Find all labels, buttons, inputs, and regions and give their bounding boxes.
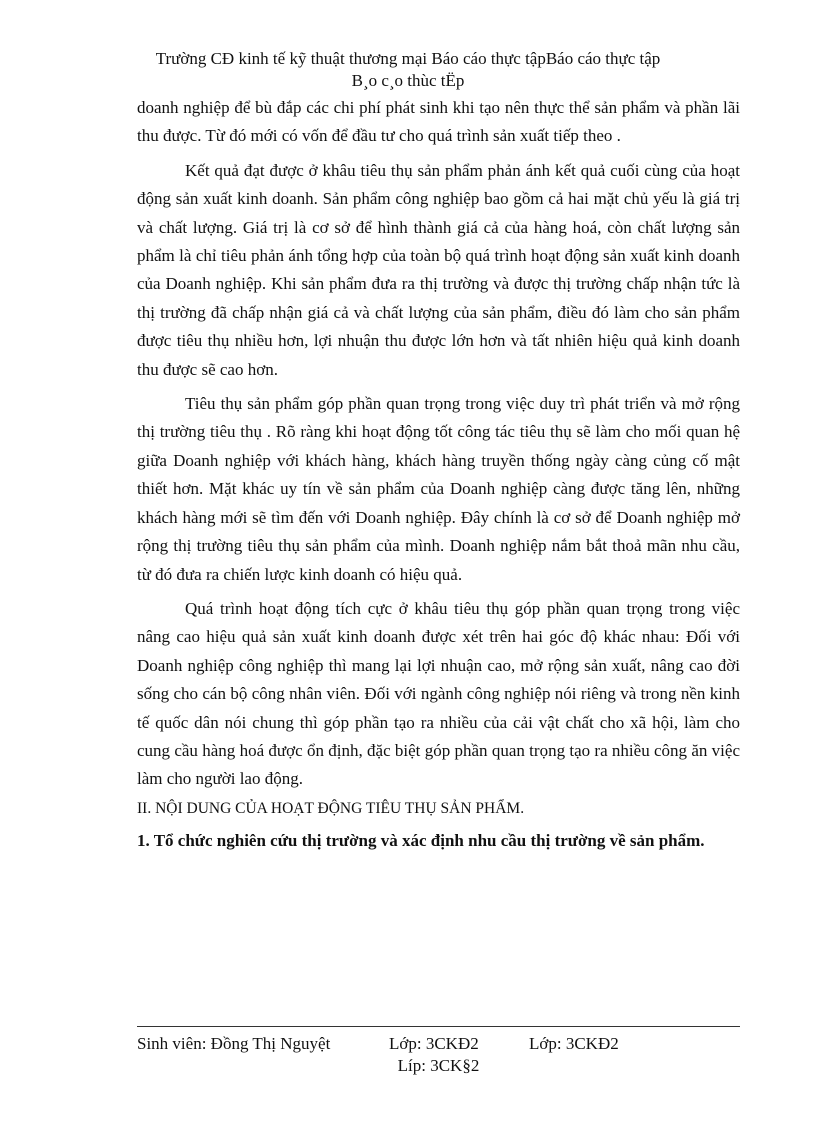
header-line-1: Trường CĐ kinh tế kỹ thuật thương mại Báo cáo thực tậpBáo cáo thực tập (155, 49, 661, 68)
page-footer (137, 1026, 740, 1077)
paragraph-1: Kết quả đạt được ở khâu tiêu thụ sản phẩm phản ánh kết quả cuối cùng của hoạt động sản xuất kinh doanh. Sản phẩm công nghiệp bao gồm cả hai mặt chủ yếu là giá trị và chất lượng. Giá trị là cơ sở để hình thành giá cả của hàng hoá, còn chất lượng sản phẩm là chỉ tiêu phản ánh tổng hợp của toàn bộ quá trình hoạt động sản xuất kinh doanh của Doanh nghiệp. Khi sản phẩm đưa ra thị trường và được thị trường chấp nhận tức là thị trường đã chấp nhận giá cả và chất lượng của sản phẩm, điều đó làm cho sản phẩm được tiêu thụ nhiều hơn, lợi nhuận thu được lớn hơn và tất nhiên hiệu quả kinh doanh thu được sẽ cao hơn. (137, 160, 740, 379)
paragraph-continued: doanh nghiệp để bù đắp các chi phí phát sinh khi tạo nên thực thể sản phẩm và phần lãi thu được. Từ đó mới có vốn để đầu tư cho quá trình sản xuất tiếp theo . (137, 98, 740, 146)
footer-class-3: Líp: 3CK§2 (397, 1056, 480, 1075)
paragraph-3: Quá trình hoạt động tích cực ở khâu tiêu thụ góp phần quan trọng trong việc nâng cao hiệu quả sản xuất kinh doanh được xét trên hai góc độ khác nhau: Đối với Doanh nghiệp công nghiệp thì mang lại lợi nhuận cao, mở rộng sản xuất, nâng cao đời sống cho cán bộ công nhân viên. Đối với ngành công nghiệp nói riêng và trong nền kinh tế quốc dân nói chung thì góp phần tạo ra nhiều của cải vật chất cho xã hội, làm cho cung cầu hàng hoá được ổn định, đặc biệt góp phần quan trọng tạo ra nhiều công ăn việc làm cho người lao động. (137, 598, 740, 789)
footer-class-2: Lớp: 3CKĐ2 (529, 1034, 619, 1053)
footer-class-1: Lớp: 3CKĐ2 (389, 1034, 479, 1053)
footer-student: Sinh viên: Đồng Thị Nguyệt (137, 1034, 331, 1053)
footer-divider (137, 1026, 740, 1027)
section-heading: II. NỘI DUNG CỦA HOẠT ĐỘNG TIÊU THỤ SẢN PHẨM. (137, 799, 525, 817)
page-header (0, 48, 816, 92)
header-line-2: B¸o c¸o thùc tËp (351, 71, 465, 90)
document-body (137, 94, 740, 856)
footer-row (137, 1033, 740, 1055)
paragraph-2: Tiêu thụ sản phẩm góp phần quan trọng trong việc duy trì phát triển và mở rộng thị trường tiêu thụ . Rõ ràng khi hoạt động tốt công tác tiêu thụ sẽ làm cho mối quan hệ giữa Doanh nghiệp với khách hàng, khách hàng truyền thống ngày càng củng cố mật thiết hơn. Mặt khác uy tín về sản phẩm của Doanh nghiệp càng được tăng lên, những khách hàng mới sẽ tìm đến với Doanh nghiệp. Đây chính là cơ sở để Doanh nghiệp mở rộng thị trường tiêu thụ sản phẩm của mình. Doanh nghiệp nắm bắt thoả mãn nhu cầu, từ đó đưa ra chiến lược kinh doanh có hiệu quả. (137, 394, 740, 584)
subsection-heading: 1. Tổ chức nghiên cứu thị trường và xác định nhu cầu thị trường về sản phẩm. (137, 831, 705, 851)
